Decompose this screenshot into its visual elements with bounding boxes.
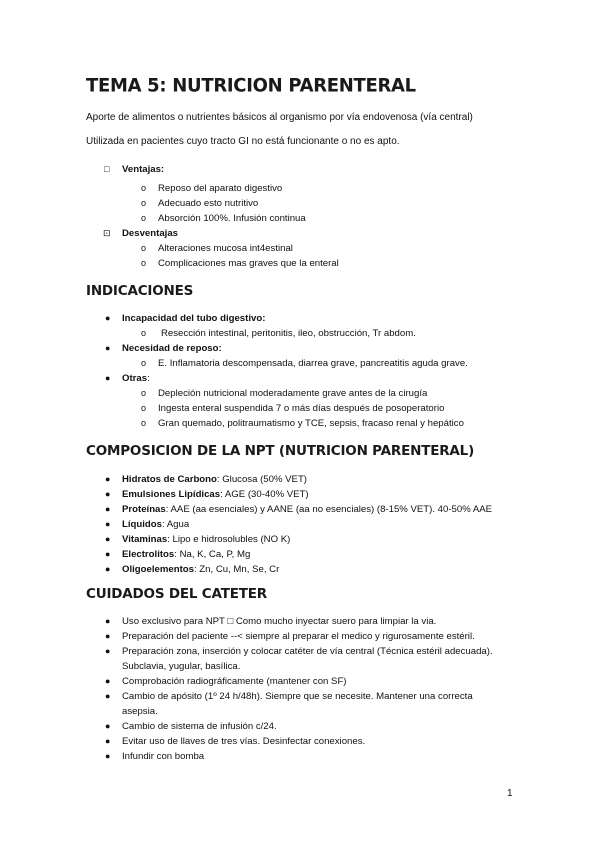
sub-bullet-icon: o [141,258,147,268]
cuidado-item: Preparación del paciente --< siempre al preparar el medico y rigurosamente estéril. [122,631,475,642]
bullet-icon: ● [105,564,111,574]
ventajas-label: Ventajas: [122,164,165,175]
composicion-item-value: : Lipo e hidrosolubles (NO K) [167,534,291,545]
indicacion-item: Depleción nutricional moderadamente grave antes de la cirugía [158,388,428,399]
indicacion-item: Ingesta enteral suspendida 7 o más días después de posoperatorio [158,403,445,414]
composicion-item-label: Vitaminas [122,534,168,545]
composicion-item [122,534,290,545]
box-checkbox-icon: ⊡ [103,228,111,238]
sub-bullet-icon: o [141,403,147,413]
cuidado-item: Infundir con bomba [122,751,205,762]
desventajas-item: Alteraciones mucosa int4estinal [158,243,293,254]
composicion-item-value: : Zn, Cu, Mn, Se, Cr [193,564,280,575]
composicion-item-label: Hidratos de Carbono [122,474,217,485]
page-number: 1 [507,788,513,799]
sub-bullet-icon: o [141,418,147,428]
composicion-item-label: Electrolitos [122,549,175,560]
composicion-item [122,564,279,575]
cuidado-item: Preparación zona, inserción y colocar catéter de vía central (Técnica estéril adecuada). [122,646,493,657]
cuidado-item: Cambio de sistema de infusión c/24. [122,721,277,732]
bullet-icon: ● [105,676,111,686]
composicion-item-value: : Agua [161,519,190,530]
missing-glyph-icon: □ [104,164,110,174]
bullet-icon: ● [105,313,111,323]
bullet-icon: ● [105,631,111,641]
bullet-icon: ● [105,646,111,656]
sub-bullet-icon: o [141,243,147,253]
indicacion-label-otras [122,373,150,384]
ventajas-item: Reposo del aparato digestivo [158,183,283,194]
composicion-item-label: Líquidos [122,519,162,530]
composicion-item-value: : AAE (aa esenciales) y AANE (aa no esenciales) (8-15% VET). 40-50% AAE [165,504,493,515]
indicacion-label-suffix: : [147,373,150,384]
intro-paragraph-1: Aporte de alimentos o nutrientes básicos al organismo por vía endovenosa (vía central) [86,112,473,123]
indicacion-label: Necesidad de reposo: [122,343,222,354]
sub-bullet-icon: o [141,183,147,193]
composicion-item-label: Oligoelementos [122,564,194,575]
composicion-item-label: Emulsiones Lipídicas [122,489,221,500]
sub-bullet-icon: o [141,198,147,208]
composicion-item-label: Proteínas [122,504,166,515]
intro-paragraph-2: Utilizada en pacientes cuyo tracto GI no está funcionante o no es apto. [86,136,400,147]
composicion-item [122,474,307,485]
bullet-icon: ● [105,504,111,514]
page-title: TEMA 5: NUTRICION PARENTERAL [86,74,416,97]
composicion-item [122,519,189,530]
indicacion-item: E. Inflamatoria descompensada, diarrea grave, pancreatitis aguda grave. [158,358,468,369]
cuidado-item-continuation: asepsia. [122,706,158,717]
desventajas-item: Complicaciones mas graves que la enteral [158,258,339,269]
indicacion-label: Otras [122,373,148,384]
bullet-icon: ● [105,373,111,383]
cuidado-item-continuation: Subclavia, yugular, basílica. [122,661,241,672]
bullet-icon: ● [105,736,111,746]
desventajas-label: Desventajas [122,228,178,239]
sub-bullet-icon: o [141,213,147,223]
bullet-icon: ● [105,534,111,544]
composicion-item-value: : AGE (30-40% VET) [220,489,309,500]
indicacion-item: Gran quemado, politraumatismo y TCE, sepsis, fracaso renal y hepático [158,418,464,429]
bullet-icon: ● [105,474,111,484]
bullet-icon: ● [105,691,111,701]
bullet-icon: ● [105,489,111,499]
cuidado-item: Cambio de apósito (1º 24 h/48h). Siempre que se necesite. Mantener una correcta [122,691,473,702]
indicacion-label: Incapacidad del tubo digestivo: [122,313,266,324]
sub-bullet-icon: o [141,388,147,398]
ventajas-item: Absorción 100%. Infusión continua [158,213,306,224]
cuidados-heading: CUIDADOS DEL CATETER [86,586,267,602]
bullet-icon: ● [105,549,111,559]
composicion-item-value: : Glucosa (50% VET) [216,474,307,485]
bullet-icon: ● [105,519,111,529]
indicacion-item: Resección intestinal, peritonitis, ileo, obstrucción, Tr abdom. [161,328,416,339]
bullet-icon: ● [105,751,111,761]
cuidado-item: Comprobación radiográficamente (mantener con SF) [122,676,347,687]
composicion-heading: COMPOSICION DE LA NPT (NUTRICION PARENTERAL) [86,443,475,459]
composicion-item [122,489,309,500]
composicion-item [122,549,250,560]
composicion-item [122,504,492,515]
sub-bullet-icon: o [141,358,147,368]
bullet-icon: ● [105,721,111,731]
cuidado-item: Uso exclusivo para NPT □ Como mucho inyectar suero para limpiar la via. [122,616,437,627]
bullet-icon: ● [105,616,111,626]
ventajas-item: Adecuado esto nutritivo [158,198,259,209]
bullet-icon: ● [105,343,111,353]
cuidado-item: Evitar uso de llaves de tres vías. Desinfectar conexiones. [122,736,366,747]
composicion-item-value: : Na, K, Ca, P, Mg [174,549,251,560]
sub-bullet-icon: o [141,328,147,338]
indicaciones-heading: INDICACIONES [86,283,194,299]
